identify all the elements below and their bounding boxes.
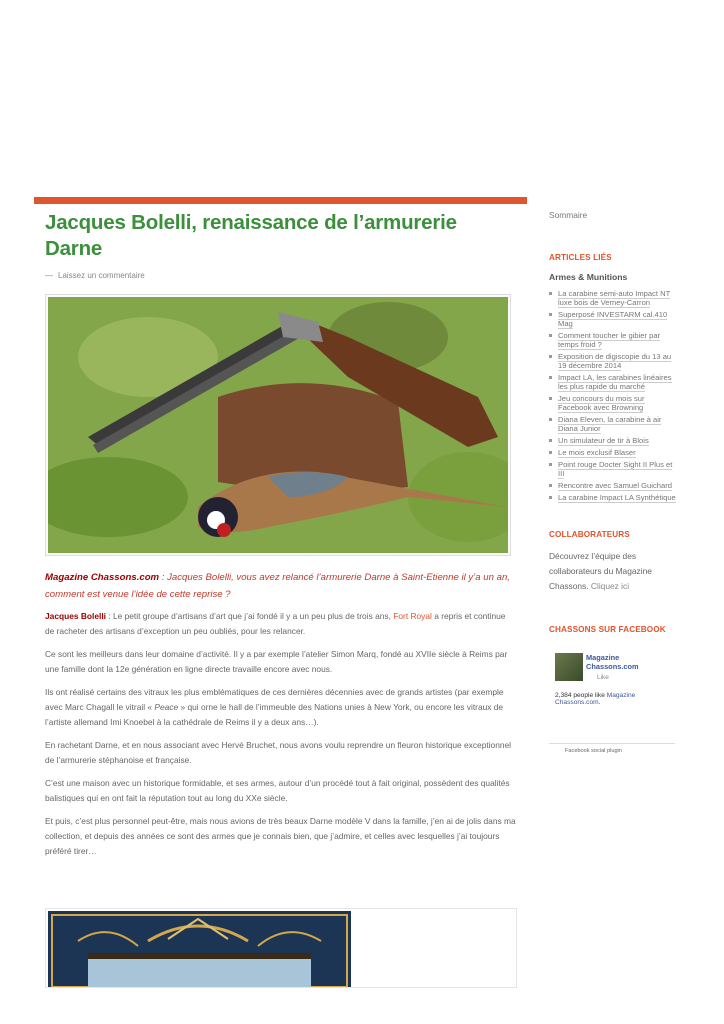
article-photo <box>45 294 511 556</box>
related-article[interactable]: Point rouge Docter Sight II Plus et III <box>549 460 679 478</box>
question-source: Magazine Chassons.com <box>45 572 160 583</box>
paragraph-1-text-a: : Le petit groupe d’artisans d’art que j’ai fondé il y a un peu plus de trois ans, <box>105 611 394 621</box>
related-article[interactable]: La carabine Impact LA Synthétique <box>549 493 679 502</box>
paragraph-3-text-b: » qui orne le hall de l’immeuble des Nations unies à New York, ou encore les vitraux de l’artiste allemand Imi Knoebel à la cathédrale de Reims il y a deux ans…). <box>45 702 504 727</box>
related-article[interactable]: Impact LA, les carabines linéaires les plus rapide du marché <box>549 373 679 391</box>
related-article[interactable]: Exposition de digiscopie du 13 au 19 décembre 2014 <box>549 352 679 370</box>
article <box>45 206 517 859</box>
facebook-plugin-label: Facebook social plugin <box>549 743 675 754</box>
paragraph-1-text-b: a repris et continue de racheter des artisans d’exception un peu oubliés, pour les relancer. <box>45 611 506 636</box>
fort-royal-link[interactable]: Fort Royal <box>393 611 432 621</box>
facebook-like-button[interactable]: Like <box>597 674 609 681</box>
related-article[interactable]: La carabine semi-auto Impact NT luxe bois de Verney-Carron <box>549 289 679 307</box>
facebook-widget <box>549 644 679 754</box>
header-accent-bar <box>34 197 527 204</box>
paragraph-5: C’est une maison avec un historique formidable, et ses armes, autour d’un procédé tout à fait original, possèdent des qualités balistiques qui en ont fait la réputation tout au long du XXe siècle. <box>45 778 510 803</box>
facebook-page-link[interactable]: Magazine Chassons.com <box>555 692 636 706</box>
collab-heading: COLLABORATEURS <box>549 530 630 539</box>
article-title[interactable]: Jacques Bolelli, renaissance de l’armurerie Darne <box>45 211 457 260</box>
related-articles-list <box>549 289 679 502</box>
related-article[interactable]: Un simulateur de tir à Blois <box>549 436 679 445</box>
comment-link-label[interactable]: Laissez un commentaire <box>58 271 145 280</box>
articles-heading: ARTICLES LIÉS <box>549 253 612 262</box>
collab-description: Découvrez l’équipe des collaborateurs du Magazine Chassons. <box>549 551 652 591</box>
facebook-page-name[interactable]: Magazine Chassons.com <box>586 653 639 671</box>
related-article[interactable]: Comment toucher le gibier par temps froid ? <box>549 331 679 349</box>
peace-title: Peace <box>154 702 179 712</box>
paragraph-1 <box>45 609 517 639</box>
question-text: : Jacques Bolelli, vous avez relancé l’armurerie Darne à Saint-Etienne il y’a un an, comment est venue l’idée de cette reprise ? <box>45 572 510 600</box>
paragraph-3-text-a: Ils ont réalisé certains des vitraux les plus emblématiques de ces dernières décennies avec de grands artistes (par exemple avec Marc Chagall le vitrail « <box>45 687 504 712</box>
collab-text <box>549 549 679 594</box>
article-image-2 <box>45 908 517 988</box>
sidebar <box>549 205 679 754</box>
collab-link[interactable]: Cliquez ici <box>590 581 630 591</box>
paragraph-2: Ce sont les meilleurs dans leur domaine d’activité. Il y a par exemple l’atelier Simon Marq, fondé au XVIIe siècle à Reims par une famille dont la 12e génération en ligne directe travaille encore avec nous. <box>45 649 508 674</box>
speaker-name: Jacques Bolelli <box>45 611 106 621</box>
facebook-heading: CHASSONS SUR FACEBOOK <box>549 625 666 634</box>
related-article[interactable]: Jeu concours du mois sur Facebook avec Browning <box>549 394 679 412</box>
interview-question <box>45 569 517 603</box>
paragraph-4: En rachetant Darne, et en nous associant avec Hervé Bruchet, nous avons voulu reprendre un fleuron historique exceptionnel de l’armurerie stéphanoise et française. <box>45 740 512 765</box>
related-article[interactable]: Diana Eleven, la carabine à air Diana Junior <box>549 415 679 433</box>
related-article[interactable]: Le mois exclusif Blaser <box>549 448 679 457</box>
related-article[interactable]: Rencontre avec Samuel Guichard <box>549 481 679 490</box>
sommaire-link[interactable]: Sommaire <box>549 210 588 220</box>
facebook-page-avatar[interactable] <box>555 653 583 681</box>
paragraph-3 <box>45 685 517 730</box>
related-article[interactable]: Superposé INVESTARM cal.410 Mag <box>549 310 679 328</box>
paragraph-6: Et puis, c’est plus personnel peut-être, mais nous avions de très beaux Darne modèle V dans la famille, j’en ai de jolis dans ma collection, et depuis des années ce sont des armes que je connais bien, que j’admire, et celles avec lesquelles j’ai toujours préféré tirer… <box>45 816 516 856</box>
comment-link[interactable]: — Laissez un commentaire <box>45 271 145 280</box>
articles-category: Armes & Munitions <box>549 272 628 282</box>
facebook-like-count: 2,384 people like Magazine Chassons.com. <box>555 692 636 706</box>
